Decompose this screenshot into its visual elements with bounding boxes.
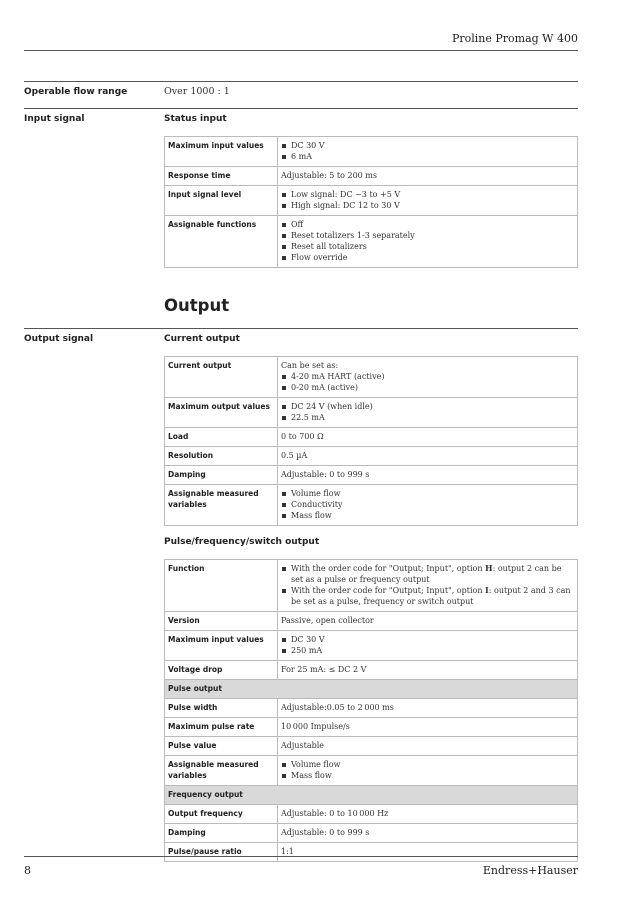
- row-value: [278, 756, 578, 786]
- status-input-heading: Status input: [164, 114, 227, 124]
- list-item: Volume flow: [281, 488, 574, 499]
- document-title: Proline Promag W 400: [451, 32, 578, 45]
- row-value: [278, 357, 578, 398]
- row-value: Adjustable: 5 to 200 ms: [278, 167, 578, 186]
- table-row: [165, 805, 578, 824]
- section-rule: [24, 81, 578, 82]
- row-value: Adjustable: [278, 737, 578, 756]
- row-value: For 25 mA: ≤ DC 2 V: [278, 661, 578, 680]
- row-key: Output frequency: [165, 805, 278, 824]
- list-item: Mass flow: [281, 510, 574, 521]
- row-key: Assignable measured variables: [165, 756, 278, 786]
- section-rule: [24, 108, 578, 109]
- row-value: Passive, open collector: [278, 612, 578, 631]
- table-row: [165, 824, 578, 843]
- row-key: Load: [165, 428, 278, 447]
- page-number: 8: [24, 864, 31, 877]
- list-item: Reset totalizers 1-3 separately: [281, 230, 574, 241]
- row-key: Pulse width: [165, 699, 278, 718]
- list-item: Mass flow: [281, 770, 574, 781]
- row-key: Resolution: [165, 447, 278, 466]
- table-row: [165, 137, 578, 167]
- current-output-heading: Current output: [164, 334, 240, 344]
- list-item: Off: [281, 219, 574, 230]
- table-row: [165, 167, 578, 186]
- row-key: Version: [165, 612, 278, 631]
- row-value: [278, 560, 578, 612]
- output-heading: Output: [164, 296, 230, 315]
- input-signal-label: Input signal: [24, 114, 85, 124]
- row-key: Assignable functions: [165, 216, 278, 268]
- row-text: Can be set as:: [281, 361, 339, 370]
- pfs-output-table: [164, 559, 578, 862]
- current-output-table: [164, 356, 578, 526]
- table-row: [165, 485, 578, 526]
- table-row: [165, 612, 578, 631]
- row-key: Maximum pulse rate: [165, 718, 278, 737]
- text-run: : output 2 and 3 can be set as a pulse, frequency or switch output: [291, 586, 571, 606]
- section-label: Pulse output: [165, 680, 578, 699]
- text-run: With the order code for "Output; Input", option: [291, 564, 486, 573]
- brand-name: Endress+Hauser: [482, 864, 578, 877]
- list-item: Low signal: DC −3 to +5 V: [281, 189, 574, 200]
- list-item: DC 30 V: [281, 140, 574, 151]
- table-row: [165, 699, 578, 718]
- row-key: Input signal level: [165, 186, 278, 216]
- list-item: [281, 563, 574, 585]
- row-key: Maximum input values: [165, 137, 278, 167]
- row-value: Adjustable: 0 to 999 s: [278, 466, 578, 485]
- table-row: [165, 737, 578, 756]
- table-row: [165, 428, 578, 447]
- table-row: [165, 661, 578, 680]
- pulse-frequency-switch-heading: Pulse/frequency/switch output: [164, 537, 320, 547]
- list-item: [281, 585, 574, 607]
- table-row: [165, 560, 578, 612]
- list-item: DC 24 V (when idle): [281, 401, 574, 412]
- row-key: Maximum output values: [165, 398, 278, 428]
- table-row: [165, 216, 578, 268]
- table-row: [165, 718, 578, 737]
- row-value: [278, 485, 578, 526]
- text-run: With the order code for "Output; Input", option: [291, 586, 486, 595]
- row-key: Current output: [165, 357, 278, 398]
- row-key: Response time: [165, 167, 278, 186]
- list-item: Volume flow: [281, 759, 574, 770]
- row-value: [278, 398, 578, 428]
- row-key: Maximum input values: [165, 631, 278, 661]
- list-item: 6 mA: [281, 151, 574, 162]
- list-item: 250 mA: [281, 645, 574, 656]
- table-row: [165, 398, 578, 428]
- row-value: Adjustable: 0 to 10 000 Hz: [278, 805, 578, 824]
- operable-flow-range-label: Operable flow range: [24, 87, 128, 97]
- table-row: [165, 357, 578, 398]
- row-key: Assignable measured variables: [165, 485, 278, 526]
- row-key: Voltage drop: [165, 661, 278, 680]
- table-row: [165, 186, 578, 216]
- row-value: [278, 631, 578, 661]
- row-key: Function: [165, 560, 278, 612]
- operable-flow-range-value: Over 1000 : 1: [164, 86, 230, 97]
- option-code: I: [485, 585, 489, 595]
- row-value: [278, 137, 578, 167]
- row-value: 0.5 µA: [278, 447, 578, 466]
- table-row: [165, 756, 578, 786]
- section-rule: [24, 328, 578, 329]
- row-key: Damping: [165, 824, 278, 843]
- row-value: Adjustable: 0 to 999 s: [278, 824, 578, 843]
- row-key: Pulse value: [165, 737, 278, 756]
- output-signal-label: Output signal: [24, 334, 94, 344]
- row-value: [278, 216, 578, 268]
- table-section-row: [165, 680, 578, 699]
- table-row: [165, 631, 578, 661]
- table-row: [165, 843, 578, 862]
- list-item: Conductivity: [281, 499, 574, 510]
- list-item: 0-20 mA (active): [281, 382, 574, 393]
- list-item: Reset all totalizers: [281, 241, 574, 252]
- option-code: H: [485, 563, 493, 573]
- list-item: DC 30 V: [281, 634, 574, 645]
- row-value: 0 to 700 Ω: [278, 428, 578, 447]
- row-value: 10 000 Impulse/s: [278, 718, 578, 737]
- table-row: [165, 466, 578, 485]
- list-item: 22.5 mA: [281, 412, 574, 423]
- list-item: High signal: DC 12 to 30 V: [281, 200, 574, 211]
- list-item: 4-20 mA HART (active): [281, 371, 574, 382]
- row-value: 1:1: [278, 843, 578, 862]
- table-row: [165, 447, 578, 466]
- header-rule: [24, 50, 578, 51]
- row-value: [278, 186, 578, 216]
- list-item: Flow override: [281, 252, 574, 263]
- table-section-row: [165, 786, 578, 805]
- row-value: Adjustable:0.05 to 2 000 ms: [278, 699, 578, 718]
- row-key: Pulse/pause ratio: [165, 843, 278, 862]
- status-input-table: [164, 136, 578, 268]
- text-run: : output 2 can be set as a pulse or frequency output: [291, 564, 562, 584]
- section-label: Frequency output: [165, 786, 578, 805]
- row-key: Damping: [165, 466, 278, 485]
- footer-rule: [24, 856, 578, 857]
